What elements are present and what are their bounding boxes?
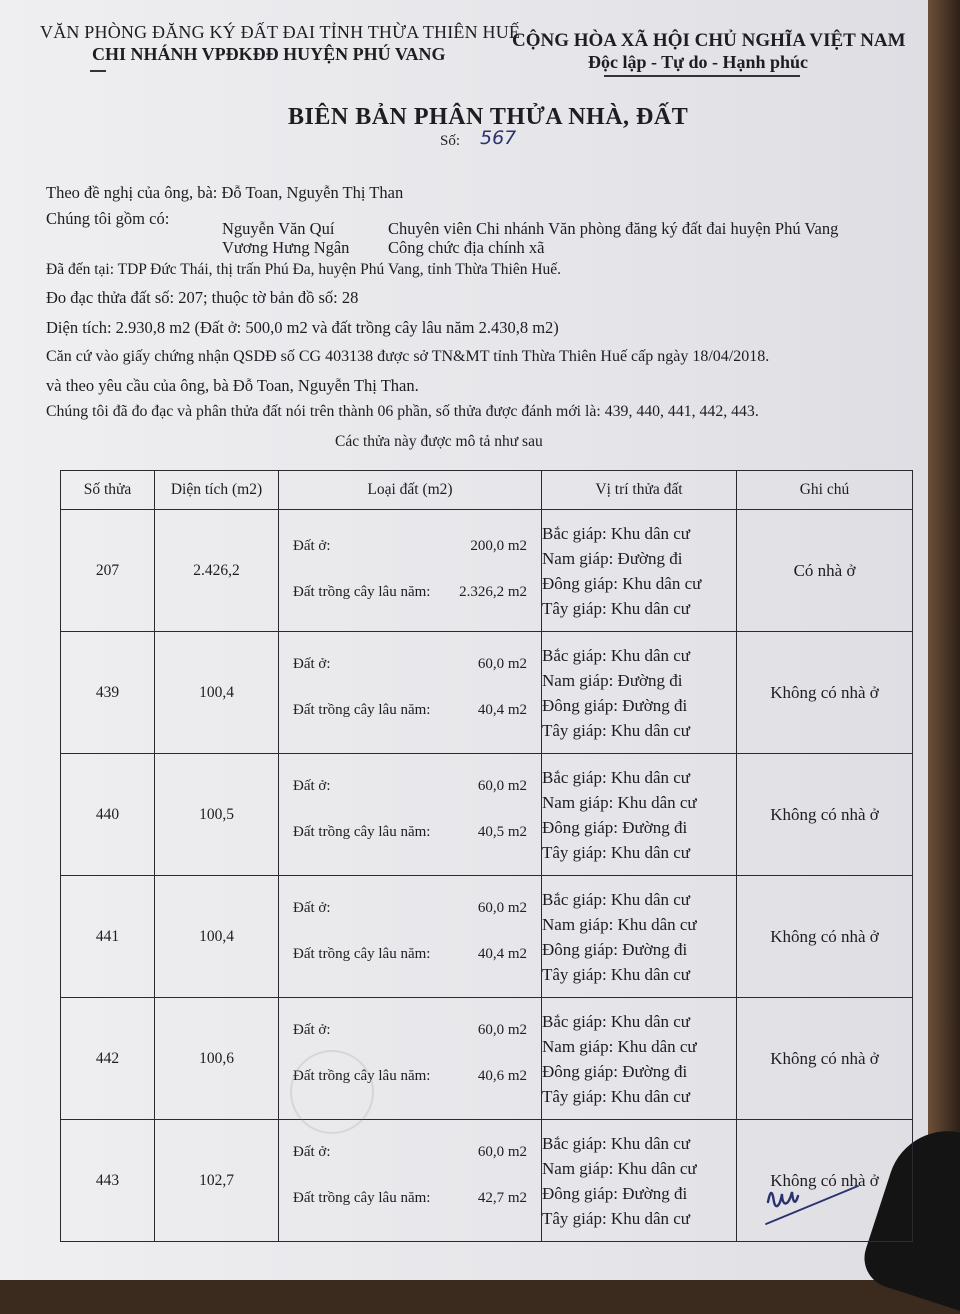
land-type-cell [279,1120,542,1242]
perennial-value: 40,4 m2 [477,702,527,718]
parcel-area: 2.426,2 [155,510,279,632]
residential-label: Đất ở: [293,656,331,672]
residential-value: 60,0 m2 [477,778,527,794]
document-number-label: Số: [440,133,461,149]
parcel-note: Có nhà ở [737,510,913,632]
residential-label: Đất ở: [293,1022,331,1038]
faded-stamp [290,1050,374,1134]
header-parcel-number: Số thửa [61,471,155,510]
result-line: Chúng tôi đã đo đạc và phân thửa đất nói trên thành 06 phần, số thửa được đánh mới là: 439, 440, 441, 442, 443. [46,403,759,420]
members-label: Chúng tôi gồm có: [46,209,170,228]
west-boundary: Tây giáp: Khu dân cư [542,1086,691,1106]
parcel-number: 442 [61,998,155,1120]
header-boundaries: Vị trí thửa đất [542,471,737,510]
south-boundary: Nam giáp: Khu dân cư [542,1158,697,1178]
agency-branch: CHI NHÁNH VPĐKĐĐ HUYỆN PHÚ VANG [92,44,446,64]
parcel-note: Không có nhà ở [737,1120,913,1242]
header-land-type: Loại đất (m2) [279,471,542,510]
table-header-row [61,471,913,510]
member2-name: Vương Hưng Ngân [222,238,350,257]
parcel-area: 100,5 [155,754,279,876]
west-boundary: Tây giáp: Khu dân cư [542,964,691,984]
boundaries-cell [542,998,737,1120]
document-title: BIÊN BẢN PHÂN THỬA NHÀ, ĐẤT [288,104,689,130]
residential-value: 60,0 m2 [477,900,527,916]
north-boundary: Bắc giáp: Khu dân cư [542,1011,691,1031]
nation-motto: Độc lập - Tự do - Hạnh phúc [588,52,809,72]
table-row [61,510,913,632]
parcel-area: 102,7 [155,1120,279,1242]
basis-line: Căn cứ vào giấy chứng nhận QSDĐ số CG 403138 được sở TN&MT tỉnh Thừa Thiên Huế cấp ngày 18/04/2018. [46,348,770,365]
north-boundary: Bắc giáp: Khu dân cư [542,767,691,787]
west-boundary: Tây giáp: Khu dân cư [542,842,691,862]
east-boundary: Đông giáp: Khu dân cư [542,573,702,593]
residential-label: Đất ở: [293,538,331,554]
header-underline-left [90,70,106,72]
perennial-label: Đất trồng cây lâu năm: [293,1190,431,1206]
perennial-value: 42,7 m2 [477,1190,527,1206]
header-area: Diện tích (m2) [155,471,279,510]
north-boundary: Bắc giáp: Khu dân cư [542,523,691,543]
parcel-note: Không có nhà ở [737,876,913,998]
boundaries-cell [542,632,737,754]
perennial-label: Đất trồng cây lâu năm: [293,702,431,718]
perennial-label: Đất trồng cây lâu năm: [293,1068,431,1084]
survey-line: Đo đạc thửa đất số: 207; thuộc tờ bản đồ số: 28 [46,288,359,307]
land-type-cell [279,510,542,632]
perennial-value: 40,4 m2 [477,946,527,962]
table-row [61,998,913,1120]
nation-title: CỘNG HÒA XÃ HỘI CHỦ NGHĨA VIỆT NAM [512,30,906,51]
south-boundary: Nam giáp: Khu dân cư [542,914,697,934]
south-boundary: Nam giáp: Đường đi [542,670,683,690]
east-boundary: Đông giáp: Đường đi [542,695,688,715]
signature-mark [762,1172,872,1232]
east-boundary: Đông giáp: Đường đi [542,1061,688,1081]
table-row [61,632,913,754]
south-boundary: Nam giáp: Đường đi [542,548,683,568]
parcel-table [60,470,913,1242]
member1-name: Nguyễn Văn Quí [222,219,335,238]
parcel-number: 443 [61,1120,155,1242]
parcel-number: 207 [61,510,155,632]
perennial-label: Đất trồng cây lâu năm: [293,946,431,962]
perennial-value: 40,6 m2 [477,1068,527,1084]
residential-value: 60,0 m2 [477,1144,527,1160]
parcel-number: 439 [61,632,155,754]
boundaries-cell [542,510,737,632]
parcel-number: 441 [61,876,155,998]
boundaries-cell [542,1120,737,1242]
header-notes: Ghi chú [737,471,913,510]
perennial-label: Đất trồng cây lâu năm: [293,824,431,840]
north-boundary: Bắc giáp: Khu dân cư [542,1133,691,1153]
west-boundary: Tây giáp: Khu dân cư [542,598,691,618]
land-type-cell [279,876,542,998]
parcel-area: 100,4 [155,876,279,998]
parcel-note: Không có nhà ở [737,754,913,876]
boundaries-cell [542,754,737,876]
header-underline-right [604,75,800,77]
residential-value: 60,0 m2 [477,1022,527,1038]
west-boundary: Tây giáp: Khu dân cư [542,1208,691,1228]
parcel-area: 100,6 [155,998,279,1120]
request-line: Theo đề nghị của ông, bà: Đỗ Toan, Nguyễn Thị Than [46,183,404,202]
perennial-value: 40,5 m2 [477,824,527,840]
east-boundary: Đông giáp: Đường đi [542,939,688,959]
east-boundary: Đông giáp: Đường đi [542,1183,688,1203]
location-line: Đã đến tại: TDP Đức Thái, thị trấn Phú Đa, huyện Phú Vang, tỉnh Thừa Thiên Huế. [46,261,562,278]
member2-role: Công chức địa chính xã [388,238,545,257]
boundaries-cell [542,876,737,998]
table-row [61,876,913,998]
area-line: Diện tích: 2.930,8 m2 (Đất ở: 500,0 m2 và đất trồng cây lâu năm 2.430,8 m2) [46,318,559,337]
residential-label: Đất ở: [293,778,331,794]
perennial-value: 2.326,2 m2 [459,584,527,600]
parcel-note: Không có nhà ở [737,632,913,754]
land-type-cell [279,754,542,876]
parcel-number: 440 [61,754,155,876]
south-boundary: Nam giáp: Khu dân cư [542,792,697,812]
residential-value: 200,0 m2 [470,538,527,554]
east-boundary: Đông giáp: Đường đi [542,817,688,837]
land-type-cell [279,632,542,754]
background-desk [928,0,960,1280]
agency-name: VĂN PHÒNG ĐĂNG KÝ ĐẤT ĐAI TỈNH THỪA THIÊN HUẾ [40,22,521,42]
request2-line: và theo yêu cầu của ông, bà Đỗ Toan, Nguyễn Thị Than. [46,376,419,395]
document-number: 567 [480,127,517,149]
north-boundary: Bắc giáp: Khu dân cư [542,889,691,909]
parcel-area: 100,4 [155,632,279,754]
member1-role: Chuyên viên Chi nhánh Văn phòng đăng ký đất đai huyện Phú Vang [388,219,839,238]
north-boundary: Bắc giáp: Khu dân cư [542,645,691,665]
table-row [61,754,913,876]
west-boundary: Tây giáp: Khu dân cư [542,720,691,740]
residential-label: Đất ở: [293,1144,331,1160]
parcel-note: Không có nhà ở [737,998,913,1120]
perennial-label: Đất trồng cây lâu năm: [293,584,431,600]
residential-label: Đất ở: [293,900,331,916]
table-heading: Các thửa này được mô tả như sau [335,433,543,450]
south-boundary: Nam giáp: Khu dân cư [542,1036,697,1056]
residential-value: 60,0 m2 [477,656,527,672]
